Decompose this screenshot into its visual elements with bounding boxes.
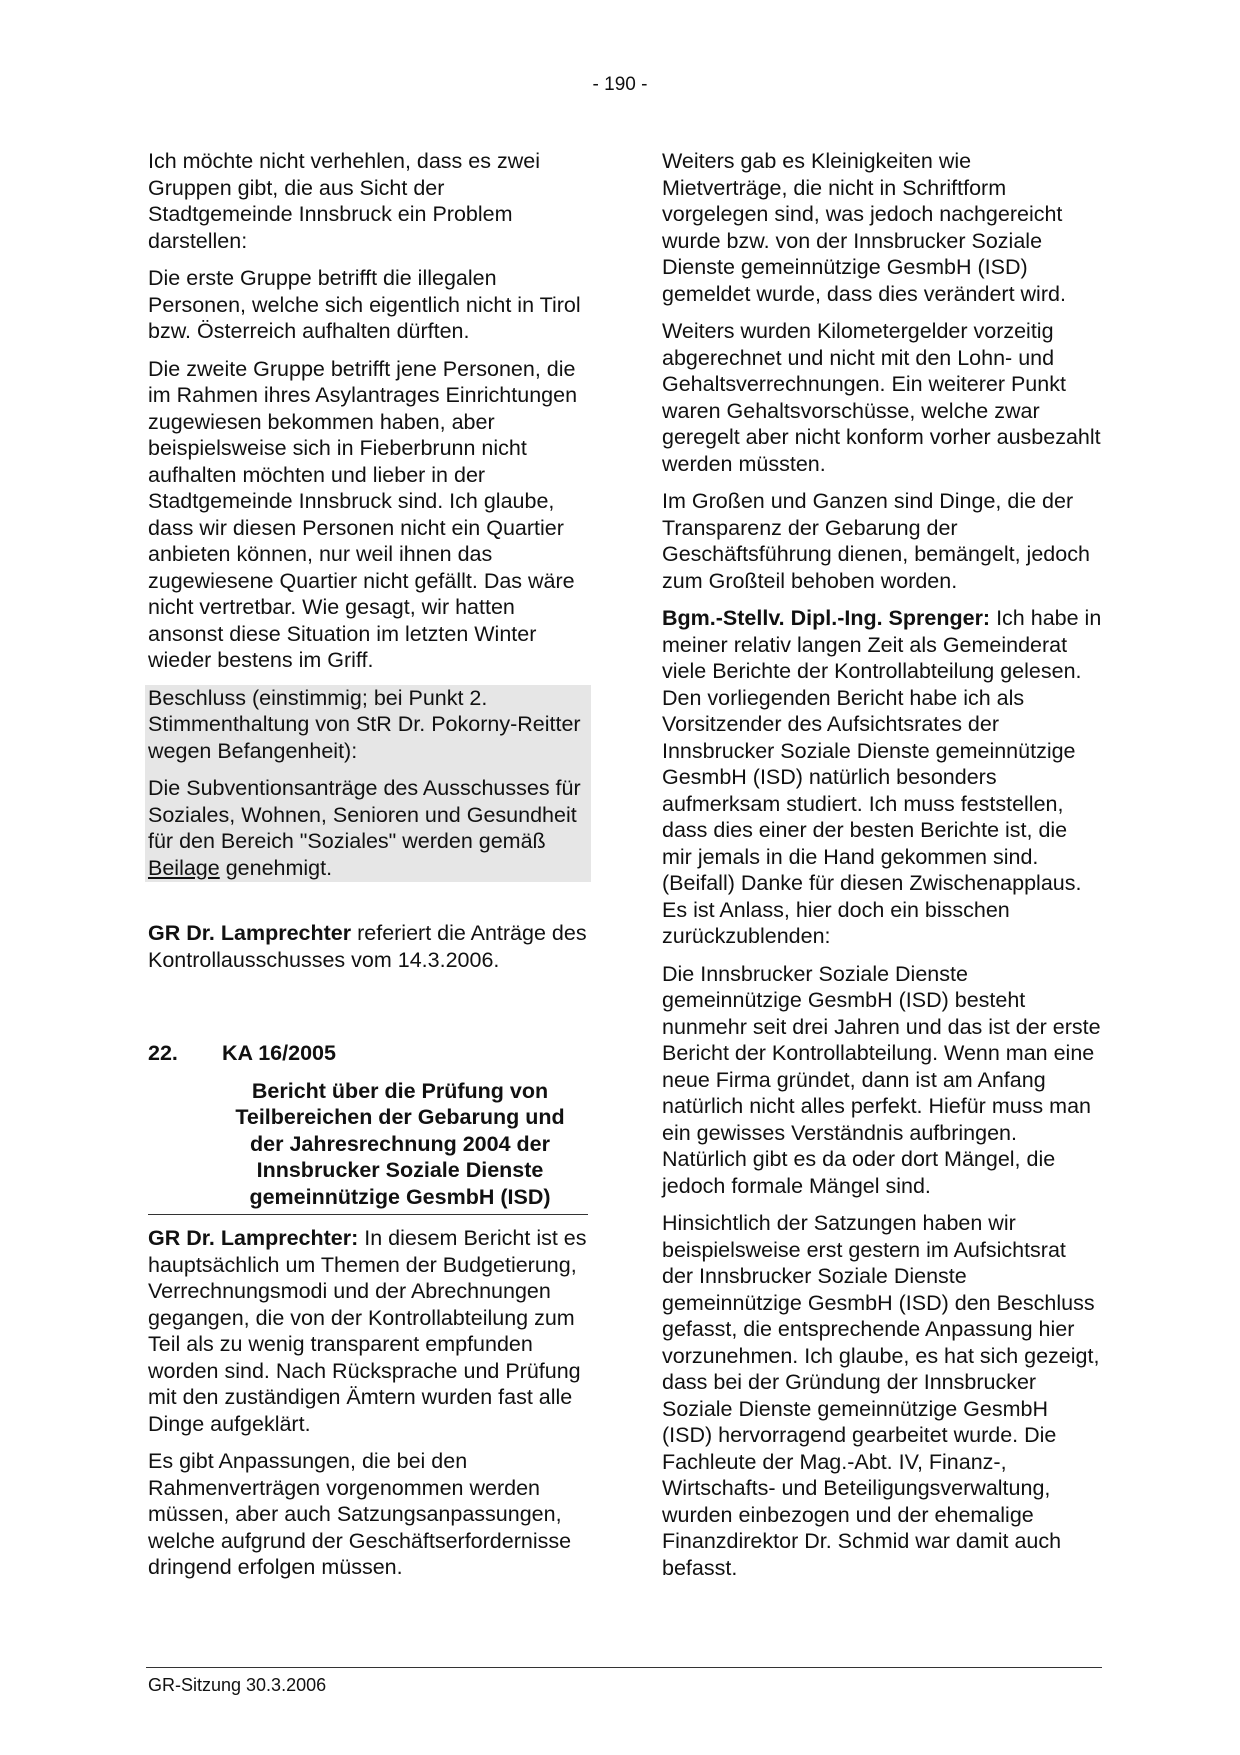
speech: Bgm.-Stellv. Dipl.-Ing. Sprenger: Ich habe in meiner relativ langen Zeit als Gemeinderat viele Berichte der Kontrollabteilung gelesen. Den vorliegenden Bericht habe ich als Vorsitzender des Aufsichtsrates der Innsbrucker Soziale Dienste gemeinnützige GesmbH (ISD) natürlich besonders aufmerksam studiert. Ich muss feststellen, dass dies einer der besten Berichte ist, die mir jemals in die Hand gekommen sind. (Beifall) Danke für diesen Zwischenapplaus. Es ist Anlass, hier doch ein bisschen zurückzublenden: <box>662 606 1102 948</box>
paragraph: Im Großen und Ganzen sind Dinge, die der Transparenz der Gebarung der Geschäftsführung dienen, bemängelt, jedoch zum Großteil behoben worden. <box>662 489 1090 593</box>
agenda-item-number: 22. <box>148 1041 178 1065</box>
resolution-heading: Beschluss (einstimmig; bei Punkt 2. Stimmenthaltung von StR Dr. Pokorny-Reitter wegen Befangenheit): <box>148 685 581 763</box>
speaker-name: Bgm.-Stellv. Dipl.-Ing. Sprenger: <box>662 606 991 630</box>
paragraph: Weiters wurden Kilometergelder vorzeitig abgerechnet und nicht mit den Lohn- und Gehaltsverrechnungen. Ein weiterer Punkt waren Gehaltsvorschüsse, welche zwar geregelt aber nicht konform vorher ausbezahlt werden müssten. <box>662 319 1101 476</box>
footer-divider <box>146 1667 1102 1668</box>
resolution-box <box>145 685 591 883</box>
paragraph: Hinsichtlich der Satzungen haben wir beispielsweise erst gestern im Aufsichtsrat der Innsbrucker Soziale Dienste gemeinnützige GesmbH (ISD) den Beschluss gefasst, die entsprechende Anpassung hier vorzunehmen. Ich glaube, es hat sich gezeigt, dass bei der Gründung der Innsbrucker Soziale Dienste gemeinnützige GesmbH (ISD) hervorragend gearbeitet wurde. Die Fachleute der Mag.-Abt. IV, Finanz-, Wirtschafts- und Beteiligungsverwaltung, wurden einbezogen und der ehemalige Finanzdirektor Dr. Schmid war damit auch befasst. <box>662 1211 1100 1580</box>
paragraph: Ich möchte nicht verhehlen, dass es zwei Gruppen gibt, die aus Sicht der Stadtgemeinde Innsbruck ein Problem darstellen: <box>148 149 540 253</box>
resolution-text: Die Subventionsanträge des Ausschusses für Soziales, Wohnen, Senioren und Gesundheit für den Bereich "Soziales" werden gemäß Beilage genehmigt. <box>148 776 581 880</box>
agenda-item-code: KA 16/2005 <box>222 1041 336 1065</box>
speaker-name: GR Dr. Lamprechter: <box>148 1226 359 1250</box>
footer-session: GR-Sitzung 30.3.2006 <box>148 1675 327 1695</box>
right-column <box>662 148 1102 1592</box>
paragraph: Weiters gab es Kleinigkeiten wie Mietverträge, die nicht in Schriftform vorgelegen sind, was jedoch nachgereicht wurde bzw. von der Innsbrucker Soziale Dienste gemeinnützige GesmbH (ISD) gemeldet wurde, dass dies verändert wird. <box>662 149 1066 306</box>
paragraph: Die erste Gruppe betrifft die illegalen Personen, welche sich eigentlich nicht in Tirol bzw. Österreich aufhalten dürften. <box>148 266 581 343</box>
attachment-link[interactable]: Beilage <box>148 855 220 880</box>
report-intro: GR Dr. Lamprechter referiert die Anträge des Kontrollausschusses vom 14.3.2006. <box>148 921 587 972</box>
agenda-item-title: Bericht über die Prüfung von Teilbereichen der Gebarung und der Jahresrechnung 2004 der Innsbrucker Soziale Dienste gemeinnützige GesmbH (ISD) <box>235 1078 565 1209</box>
paragraph: Die zweite Gruppe betrifft jene Personen, die im Rahmen ihres Asylantrages Einrichtungen zugewiesen bekommen haben, aber beispielsweise sich in Fieberbrunn nicht aufhalten möchten und lieber in der Stadtgemeinde Innsbruck sind. Ich glaube, dass wir diesen Personen nicht ein Quartier anbieten können, nur weil ihnen das zugewiesene Quartier nicht gefällt. Das wäre nicht vertretbar. Wie gesagt, wir hatten ansonst diese Situation im letzten Winter wieder bestens im Griff. <box>148 356 578 672</box>
paragraph: Es gibt Anpassungen, die bei den Rahmenverträgen vorgenommen werden müssen, aber auch Satzungsanpassungen, welche aufgrund der Geschäftserfordernisse dringend erfolgen müssen. <box>148 1449 572 1579</box>
agenda-item-header <box>148 1040 588 1067</box>
page-number: - 190 - <box>592 74 648 95</box>
left-column <box>148 148 588 1592</box>
paragraph: Die Innsbrucker Soziale Dienste gemeinnützige GesmbH (ISD) besteht nunmehr seit drei Jahren und das ist der erste Bericht der Kontrollabteilung. Wenn man eine neue Firma gründet, dann ist am Anfang natürlich nicht alles perfekt. Hiefür muss man ein gewisses Verständnis aufbringen. Natürlich gibt es da oder dort Mängel, die jedoch formale Mängel sind. <box>662 961 1101 1198</box>
divider <box>148 1214 588 1215</box>
speaker-name: GR Dr. Lamprechter <box>148 921 352 945</box>
speech: GR Dr. Lamprechter: In diesem Bericht ist es hauptsächlich um Themen der Budgetierung, Verrechnungsmodi und der Abrechnungen gegangen, die von der Kontrollabteilung zum Teil als zu wenig transparent empfunden worden sind. Nach Rücksprache und Prüfung mit den zuständigen Ämtern wurden fast alle Dinge aufgeklärt. <box>148 1226 587 1436</box>
